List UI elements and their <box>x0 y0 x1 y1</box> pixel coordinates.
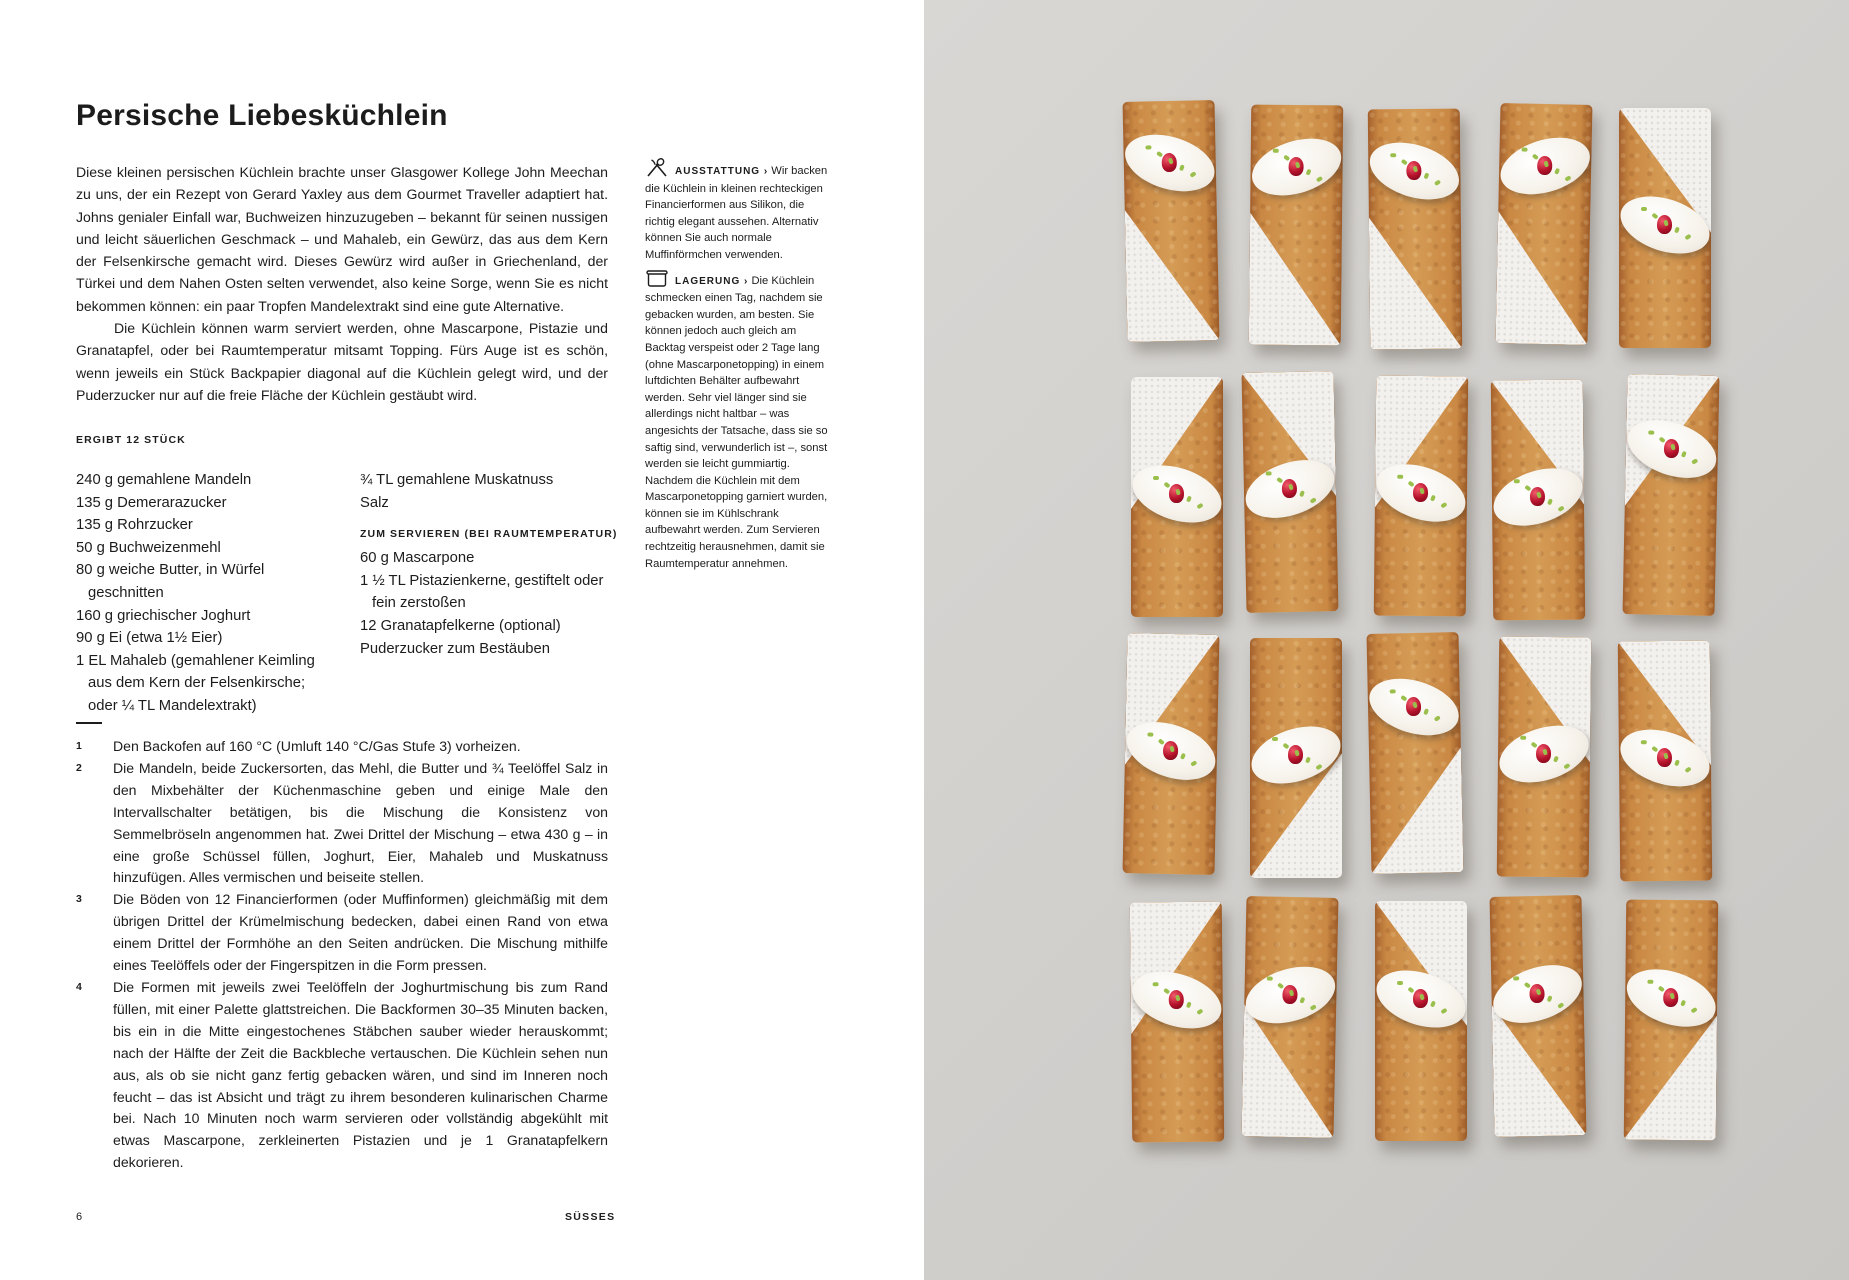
ingredient-item: 160 g griechischer Joghurt <box>76 607 251 624</box>
intro-paragraph: Diese kleinen persischen Küchlein brachte unser Glasgower Kollege John Meechan zu uns, der ein Rezept von Gerard Yaxley aus dem Gourmet Traveller adaptiert hat. Johns genialer Einfall war, Buchweizen hinzuzugeben – bekannt für seinen nussigen und leicht säuerlichen Geschmack – und Mahaleb, ein Gewürz, das aus dem Kern der Felsenkirsche gemacht wird. Dieses Gewürz wird außer in Griechenland, der Türkei und dem Nahen Osten selten verwendet, also keine Sorge, wenn Sie es nicht bekommen können: ein paar Tropfen Mandelextrakt sind eine gute Alternative. <box>76 164 608 314</box>
financier-cake <box>1495 103 1592 345</box>
ingredient-item: 1 EL Mahaleb (gemahlener Keimling aus dem Kern der Felsenkirsche; oder ¼ TL Mandelextrakt) <box>76 652 315 714</box>
ingredient-list-right <box>360 469 620 660</box>
serving-ingredient-item: Puderzucker zum Bestäuben <box>360 640 550 657</box>
financier-cake <box>1122 633 1219 875</box>
serving-heading: ZUM SERVIEREN (BEI RAUMTEMPERATUR) <box>360 528 618 541</box>
pistachio-sliver <box>1397 981 1403 985</box>
yield-label: ERGIBT 12 STÜCK <box>76 434 186 446</box>
pistachio-sliver <box>1267 977 1273 981</box>
serving-ingredient-item: 12 Granatapfelkerne (optional) <box>360 617 561 634</box>
financier-cake <box>1368 109 1463 350</box>
ingredient-item: 135 g Rohrzucker <box>76 517 193 534</box>
pistachio-sliver <box>1390 689 1396 693</box>
pistachio-sliver <box>1273 149 1279 153</box>
financier-cake <box>1497 637 1592 878</box>
financier-cake <box>1375 901 1467 1141</box>
ingredient-item: 90 g Ei (etwa 1½ Eier) <box>76 630 223 647</box>
left-page <box>0 0 924 1280</box>
financier-cake <box>1250 638 1342 878</box>
pistachio-sliver <box>1647 980 1653 984</box>
financier-cake <box>1489 895 1586 1137</box>
financier-cake <box>1374 376 1469 617</box>
whisk-spatula-icon <box>645 158 669 178</box>
ingredient-item: Salz <box>360 494 389 511</box>
intro-paragraph: Die Küchlein können warm serviert werden, ohne Mascarpone, Pistazie und Granatapfel, oder bei Raumtemperatur mitsamt Topping. Fürs Auge ist es schön, wenn jeweils ein Stück Backpapier diagonal auf die Küchlein gelegt wird, und der Puderzucker nur auf die freie Fläche der Küchlein gestäubt wird. <box>76 320 608 403</box>
method-steps <box>76 736 608 1174</box>
financier-cake <box>1122 100 1219 342</box>
recipe-title: Persische Liebesküchlein <box>76 99 448 132</box>
method-step <box>76 736 608 758</box>
ingredient-item: 240 g gemahlene Mandeln <box>76 472 252 488</box>
pistachio-sliver <box>1153 476 1159 480</box>
section-name: SÜSSES <box>565 1211 616 1223</box>
powdered-sugar <box>1622 374 1719 616</box>
ingredient-item: ¾ TL gemahlene Muskatnuss <box>360 472 554 488</box>
equipment-note <box>645 158 835 264</box>
section-divider <box>76 722 102 724</box>
equipment-text: Wir backen die Küchlein in kleinen rechteckigen Financierformen aus Silikon, die richtig elegant aussehen. Alternativ können Sie auch normale Muffinförmchen verwenden. <box>645 165 828 261</box>
sidebar-notes <box>645 158 835 572</box>
pistachio-sliver <box>1390 153 1396 157</box>
pistachio-sliver <box>1397 475 1403 479</box>
financier-cake <box>1249 105 1344 346</box>
powdered-sugar <box>1366 632 1463 874</box>
step-text: Die Böden von 12 Financierformen (oder Muffinformen) gleichmäßig mit dem übrigen Drittel der Krümelmischung bedecken, dabei einen Rand von etwa einem Drittel der Formhöhe an den Seiten andrücken. Die Mischung mithilfe eines Teelöffels oder der Fingerspitzen in die Form pressen. <box>113 891 608 974</box>
storage-note <box>645 268 835 573</box>
ingredient-item: 135 g Demerarazucker <box>76 494 227 511</box>
method-step <box>76 889 608 977</box>
pistachio-sliver <box>1153 982 1159 986</box>
step-text: Die Formen mit jeweils zwei Teelöffeln der Joghurtmischung bis zum Rand füllen, mit einer Palette glattstreichen. Die Backformen 30–35 Minuten backen, bis ein in die Mitte eingestochenes Stäbchen sauber wieder herauskommt; nach der Hälfte der Zeit die Backbleche vertauschen. Die Küchlein sehen nun aus, als ob sie nicht ganz fertig gebacken wären, und sind im Inneren noch feucht – das ist Absicht und trägt zu ihrem besonderen kulinarischen Charme bei. Nach 10 Minuten noch warm servieren oder vollständig abgekühlt mit etwas Mascarpone, zerkleinerten Pistazien und je 1 Granatapfelkern dekorieren. <box>113 978 608 1171</box>
pistachio-sliver <box>1520 736 1526 740</box>
financier-cake <box>1366 632 1463 874</box>
financier-cake <box>1619 108 1711 348</box>
pistachio-sliver <box>1145 145 1151 149</box>
recipe-intro <box>76 161 608 406</box>
financier-cake <box>1131 377 1223 617</box>
step-text: Den Backofen auf 160 °C (Umluft 140 °C/Gas Stufe 3) vorheizen. <box>113 738 521 754</box>
financier-cake <box>1491 380 1586 621</box>
ingredient-item: 80 g weiche Butter, in Würfel geschnitten <box>76 562 265 601</box>
serving-ingredient-item: 1 ½ TL Pistazienkerne, gestiftelt oder fein zerstoßen <box>360 572 604 612</box>
storage-text: Die Küchlein schmecken einen Tag, nachdem sie gebacken wurden, am besten. Sie können jedoch auch gleich am Backtag verspeist oder 2 Tage lang (ohne Mascarponetopping) in einem luftdichten Behälter aufbewahrt werden. Sehr viel länger sind sie allerdings nicht haltbar – was angesichts der Tatsache, dass sie so saftig sind, verwunderlich ist –, sonst werden sie leicht gummiartig. Nachdem die Küchlein mit dem Mascarponetopping garniert wurden, können sie im Kühlschrank aufbewahrt werden. Zum Servieren rechtzeitig herausnehmen, damit sie Raumtemperatur annehmen. <box>645 274 828 570</box>
financier-cake <box>1622 374 1719 616</box>
pistachio-sliver <box>1648 431 1654 435</box>
pistachio-sliver <box>1641 207 1647 211</box>
step-number: 3 <box>76 893 82 906</box>
pistachio-sliver <box>1641 740 1647 744</box>
storage-heading: LAGERUNG › <box>675 275 749 287</box>
financier-cakes-photo <box>924 0 1849 1280</box>
pistachio-sliver <box>1522 148 1528 152</box>
page-number: 6 <box>76 1211 83 1223</box>
step-number: 4 <box>76 980 82 993</box>
step-number: 1 <box>76 740 82 752</box>
financier-cake <box>1130 902 1225 1143</box>
financier-cake <box>1241 896 1338 1138</box>
pistachio-sliver <box>1266 471 1272 475</box>
financier-cake <box>1624 900 1719 1141</box>
ingredient-item: 50 g Buchweizenmehl <box>76 539 221 556</box>
step-text: Die Mandeln, beide Zuckersorten, das Mehl, die Butter und ¾ Teelöffel Salz in den Mixbehälter der Küchenmaschine geben und einige Male den Intervallschalter betätigen, bis die Mischung die Konsistenz von Semmelbröseln angenommen hat. Zwei Drittel der Mischung – etwa 430 g – in eine große Schüssel füllen, Joghurt, Eier, Mahaleb und Muskatnuss hinzufügen. Alles vermischen und beiseite stellen. <box>113 759 608 886</box>
ingredient-list-left <box>76 469 326 718</box>
container-icon <box>645 268 669 288</box>
method-step <box>76 977 608 1174</box>
pistachio-sliver <box>1147 733 1153 737</box>
pistachio-sliver <box>1272 737 1278 741</box>
financier-cake <box>1241 371 1338 613</box>
equipment-heading: AUSSTATTUNG › <box>675 166 769 177</box>
serving-ingredient-item: 60 g Mascarpone <box>360 550 475 567</box>
financier-cake <box>1618 641 1713 882</box>
pistachio-sliver <box>1513 976 1519 980</box>
pistachio-sliver <box>1514 479 1520 483</box>
method-step <box>76 758 608 889</box>
step-number: 2 <box>76 761 82 774</box>
